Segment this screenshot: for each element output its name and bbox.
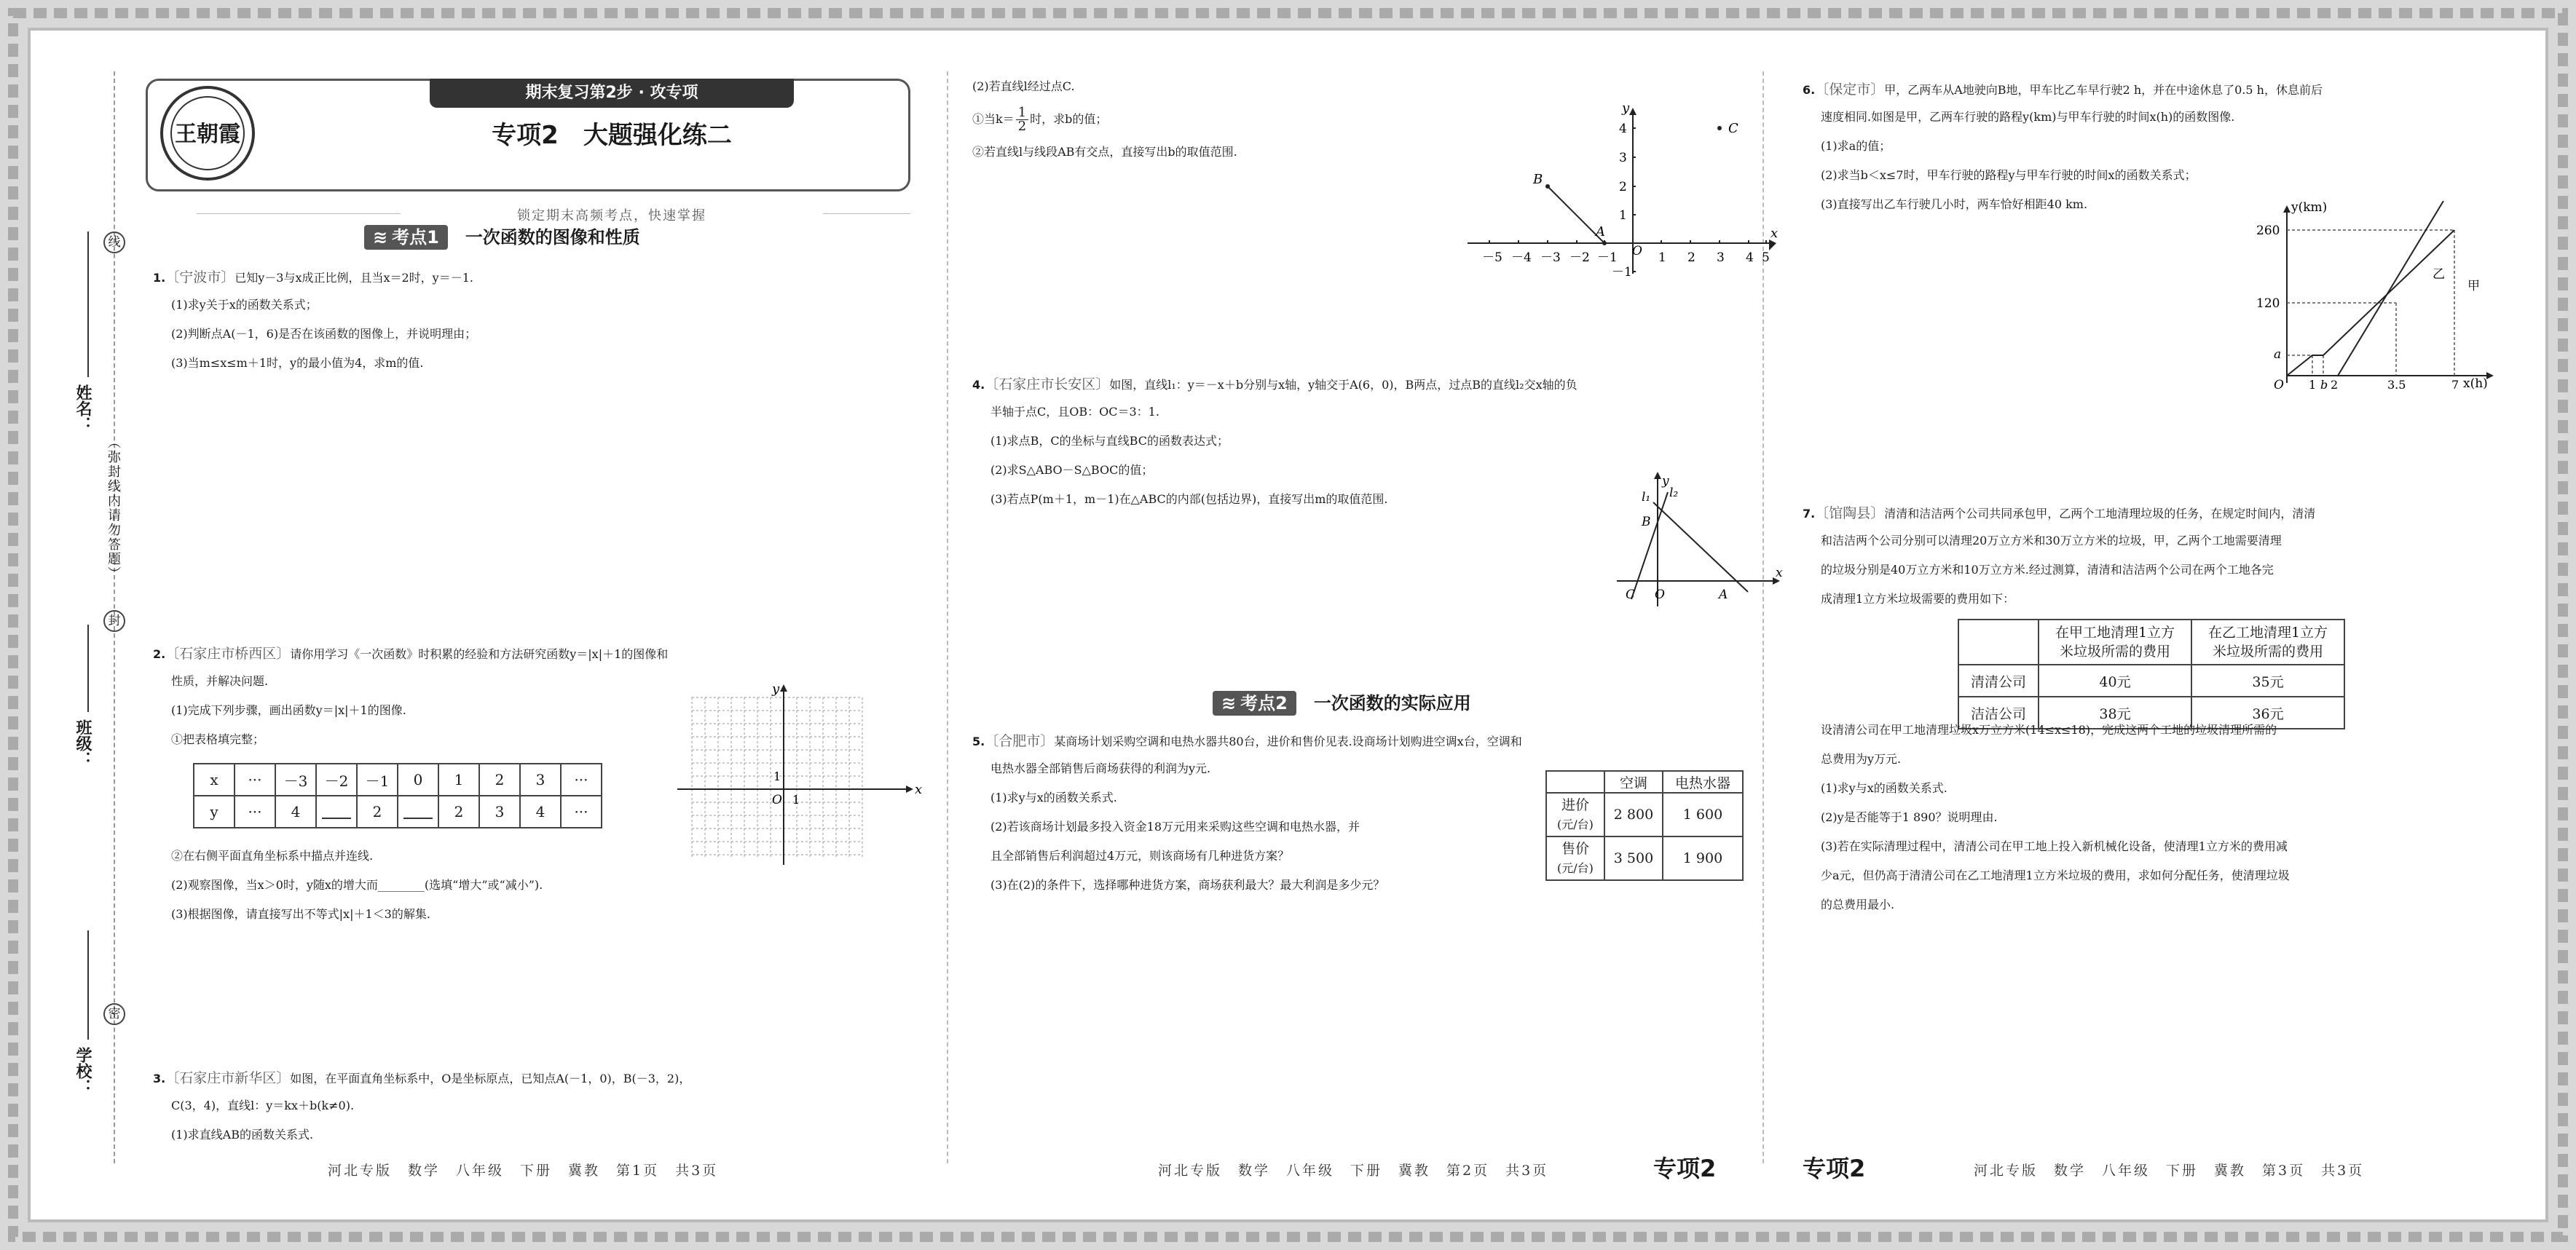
footer-page-2: 河北专版 数学 八年级 下册 冀教 第2页 共3页 xyxy=(1158,1163,1549,1179)
review-stage-tag: 期末复习第2步 · 攻专项 xyxy=(430,79,794,108)
q2-part-1a: ①把表格填完整； xyxy=(171,732,265,746)
table-cell: －3 xyxy=(275,764,316,796)
column-divider-1 xyxy=(947,71,948,1163)
table-blank-cell[interactable] xyxy=(398,796,438,828)
label-o: O xyxy=(1632,244,1642,258)
q2-part-1b: ②在右侧平面直角坐标系中描点并连线. xyxy=(171,849,374,863)
table-row-label: 售价 (元/台) xyxy=(1546,836,1604,880)
table-header-cell: 在甲工地清理1立方 米垃圾所需的费用 xyxy=(2039,620,2191,665)
class-blank[interactable] xyxy=(87,625,89,712)
table-cell: 4 xyxy=(275,796,316,828)
q6-number: 6. xyxy=(1803,83,1816,97)
x-tick: －2 xyxy=(1569,250,1590,265)
x-tick: 5 xyxy=(1762,250,1770,265)
label-b: B xyxy=(1642,515,1651,529)
graph-origin: O xyxy=(2274,378,2284,390)
q7-stem-line4: 成清理1立方米垃圾需要的费用如下： xyxy=(1821,592,2015,606)
label-y: y xyxy=(1662,474,1669,488)
footer-page-1: 河北专版 数学 八年级 下册 冀教 第1页 共3页 xyxy=(328,1163,719,1179)
x-tick: －5 xyxy=(1482,250,1502,265)
wave-icon: ≋ xyxy=(373,227,388,248)
school-blank[interactable] xyxy=(87,930,89,1040)
q3-source: 〔石家庄市新华区〕 xyxy=(165,1070,291,1086)
table-cell: 1 900 xyxy=(1663,836,1743,880)
q7-stem-line2: 和洁洁两个公司分别可以清理20万立方米和30万立方米的垃圾，甲，乙两个工地需要清理 xyxy=(1821,534,2282,547)
table-cell: ··· xyxy=(561,764,602,796)
point-c xyxy=(1717,126,1722,130)
q3-part-1: (1)求直线AB的函数关系式. xyxy=(171,1128,314,1142)
table-row-label: 清清公司 xyxy=(1958,665,2039,697)
label-o: O xyxy=(1655,588,1665,602)
q2-grid-x-unit: 1 xyxy=(792,793,800,807)
graph-y-tick-a: a xyxy=(2274,347,2282,362)
table-cell: y xyxy=(194,796,235,828)
table-header-cell: 在乙工地清理1立方 米垃圾所需的费用 xyxy=(2191,620,2344,665)
q1-answer-space[interactable] xyxy=(160,384,925,632)
q5-part-2b: 且全部销售后利润超过4万元，则该商场有几种进货方案？ xyxy=(990,849,1290,863)
x-tick: －3 xyxy=(1540,250,1561,265)
q3-number: 3. xyxy=(153,1072,166,1085)
name-label: 姓名： xyxy=(74,384,92,432)
table-cell: x xyxy=(194,764,235,796)
q6-part-3: (3)直接写出乙车行驶几小时，两车恰好相距40 km. xyxy=(1821,197,2088,211)
table-cell: 2 800 xyxy=(1604,793,1663,836)
footer-title-left: 专项2 xyxy=(1653,1155,1717,1182)
point-b xyxy=(1545,184,1550,189)
table-cell: ··· xyxy=(235,796,275,828)
section-2-tag: ≋ 考点2 xyxy=(1213,691,1296,716)
q3-part-2a: ①当k＝ $\frac{1}{2}$ 时，求b的值； xyxy=(972,105,1108,134)
label-b: B xyxy=(1533,172,1543,187)
binding-mark-seal: 封 xyxy=(103,610,125,632)
fraction-numerator: 1 xyxy=(1016,106,1028,120)
point-a xyxy=(1602,241,1607,245)
table-cell: ··· xyxy=(561,796,602,828)
graph-x-tick-7: 7 xyxy=(2451,378,2459,390)
publisher-logo xyxy=(160,86,255,181)
q5-stem-line1: 5.〔合肥市〕某商场计划采购空调和电热水器共80台，进价和售价见表.设商场计划购进空调x台，空调和 xyxy=(972,733,1522,749)
table-cell: 35元 xyxy=(2191,665,2344,697)
label-x: x xyxy=(1776,566,1783,580)
q4-source: 〔石家庄市长安区〕 xyxy=(985,376,1110,392)
x-tick: －4 xyxy=(1511,250,1532,265)
y-tick: －1 xyxy=(1612,265,1632,280)
page-subtitle: 锁定期末高频考点，快速掌握 xyxy=(401,205,823,224)
q4-part-1: (1)求点B，C的坐标与直线BC的函数表达式； xyxy=(990,434,1229,448)
q1-part-3: (3)当m≤x≤m＋1时，y的最小值为4，求m的值. xyxy=(171,356,424,370)
fraction-denominator: 2 xyxy=(1017,119,1027,134)
q5-stem-line2: 电热水器全部销售后商场获得的利润为y元. xyxy=(990,762,1211,775)
worksheet xyxy=(51,42,2525,1207)
q2-table-row-y xyxy=(194,796,602,828)
logo-text: 王朝霞 xyxy=(170,96,245,170)
q2-stem-line1: 2.〔石家庄市桥西区〕请你用学习《一次函数》时积累的经验和方法研究函数y＝|x|＋1的图像和 xyxy=(153,646,669,662)
table-cell: 3 xyxy=(479,796,520,828)
q5-part-3: (3)在(2)的条件下，选择哪种进货方案，商场获利最大？最大利润是多少元？ xyxy=(990,878,1385,892)
table-cell xyxy=(1958,620,2039,665)
table-cell: 4 xyxy=(520,796,561,828)
graph-x-label: x(h) xyxy=(2463,376,2488,390)
graph-x-tick-2: 2 xyxy=(2331,378,2339,390)
q2-value-table xyxy=(193,763,602,828)
binding-notice: （弥封线内请勿答题） xyxy=(106,435,121,581)
class-label: 班级： xyxy=(74,719,92,767)
x-tick: 4 xyxy=(1746,250,1754,265)
q2-table-row-x xyxy=(194,764,602,796)
q7-after-line1: 设清清公司在甲工地清理垃圾x万立方米(14≤x≤18)，完成这两个工地的垃圾清理所需的 xyxy=(1821,723,2277,737)
label-x: x xyxy=(1770,226,1779,241)
graph-series-label-jia: 甲 xyxy=(2467,279,2480,293)
label-a: A xyxy=(1596,224,1605,240)
x-tick: 3 xyxy=(1717,250,1725,265)
wave-icon: ≋ xyxy=(1221,693,1237,713)
table-cell xyxy=(1546,771,1604,793)
section-1-tag: ≋ 考点1 xyxy=(364,225,448,250)
table-header-cell: 电热水器 xyxy=(1663,771,1743,793)
q6-part-2: (2)求当b＜x≤7时，甲车行驶的路程y与甲车行驶的时间x的函数关系式； xyxy=(1821,168,2197,182)
table-cell: －2 xyxy=(316,764,357,796)
q6-stem-line2: 速度相同.如图是甲，乙两车行驶的路程y(km)与甲车行驶的时间x(h)的函数图像. xyxy=(1821,110,2235,124)
q3-part-2: (2)若直线l经过点C. xyxy=(972,79,1075,93)
label-a: A xyxy=(1719,588,1728,602)
q2-part-3: (3)根据图像，请直接写出不等式|x|＋1＜3的解集. xyxy=(171,907,430,921)
label-y: y xyxy=(1622,100,1630,116)
table-cell: 40元 xyxy=(2039,665,2191,697)
q1-part-2: (2)判断点A(－1，6)是否在该函数的图像上，并说明理由； xyxy=(171,327,477,341)
q3-stem-line1: 3.〔石家庄市新华区〕如图，在平面直角坐标系中，O是坐标原点，已知点A(－1，0)，B(－3，2)， xyxy=(153,1070,691,1086)
table-row xyxy=(1546,793,1743,836)
q7-part-3a: (3)若在实际清理过程中，清清公司在甲工地上投入新机械化设备，使清理1立方米的费用减 xyxy=(1821,839,2288,853)
q7-cost-table xyxy=(1958,619,2345,729)
binding-mark-line: 线 xyxy=(103,232,125,253)
q4-number: 4. xyxy=(972,378,985,392)
q2-grid-x-label: x xyxy=(915,782,923,797)
q2-stem-line2: 性质，并解决问题. xyxy=(171,674,269,688)
q6-distance-time-graph xyxy=(2250,201,2498,390)
q3-stem-line2: C(3，4)，直线l：y＝kx＋b(k≠0). xyxy=(171,1099,355,1112)
q3-coordinate-graph xyxy=(1460,100,1781,282)
table-cell: 1 600 xyxy=(1663,793,1743,836)
table-row-label: 洁洁公司 xyxy=(1958,697,2039,729)
table-cell: 0 xyxy=(398,764,438,796)
q3-part-2b: ②若直线l与线段AB有交点，直接写出b的取值范围. xyxy=(972,145,1237,159)
q4-part-2: (2)求S△ABO－S△BOC的值； xyxy=(990,463,1154,477)
section-1-title: 一次函数的图像和性质 xyxy=(465,227,640,248)
graph-y-label: y(km) xyxy=(2291,201,2328,215)
table-cell: ··· xyxy=(235,764,275,796)
q7-part-3b: 少a元，但仍高于清清公司在乙工地清理1立方米垃圾的费用，求如何分配任务，使清理垃圾 xyxy=(1821,869,2290,882)
y-tick: 4 xyxy=(1619,122,1627,136)
q7-part-3c: 的总费用最小. xyxy=(1821,898,1895,911)
label-l1: l₁ xyxy=(1642,490,1651,505)
q7-after-line2: 总费用为y万元. xyxy=(1821,752,1902,766)
q6-stem-line1: 6.〔保定市〕甲，乙两车从A地驶向B地，甲车比乙车早行驶2 h，并在中途休息了0.5 h，休息前后 xyxy=(1803,82,2323,98)
graph-y-tick-260: 260 xyxy=(2256,224,2280,238)
q1-stem: 1.〔宁波市〕已知y－3与x成正比例，且当x＝2时，y＝－1. xyxy=(153,269,473,285)
table-header-row xyxy=(1958,620,2344,665)
q5-part-1: (1)求y与x的函数关系式. xyxy=(990,791,1117,804)
label-l2: l₂ xyxy=(1669,486,1679,500)
section-1-heading xyxy=(364,223,640,252)
label-c: C xyxy=(1626,588,1636,602)
q5-part-2a: (2)若该商场计划最多投入资金18万元用来采购这些空调和电热水器，并 xyxy=(990,820,1360,834)
q6-part-1: (1)求a的值； xyxy=(1821,139,1891,153)
q7-source: 〔馆陶县〕 xyxy=(1815,505,1885,521)
table-cell: 36元 xyxy=(2191,697,2344,729)
y-tick: 1 xyxy=(1619,208,1627,223)
q5-price-table xyxy=(1545,770,1744,881)
table-cell: －1 xyxy=(357,764,398,796)
q2-grid-coordinate-plane[interactable] xyxy=(663,683,925,872)
section-2-heading xyxy=(1213,689,1471,718)
x-tick: 1 xyxy=(1658,250,1666,265)
q5-number: 5. xyxy=(972,735,985,748)
footer-title-right: 专项2 xyxy=(1803,1155,1866,1182)
table-row-label: 进价 (元/台) xyxy=(1546,793,1604,836)
table-header-cell: 空调 xyxy=(1604,771,1663,793)
school-label: 学校： xyxy=(74,1047,92,1095)
q1-part-1: (1)求y关于x的函数关系式； xyxy=(171,298,318,312)
q4-part-3: (3)若点P(m＋1，m－1)在△ABC的内部(包括边界)，直接写出m的取值范围. xyxy=(990,492,1388,506)
q2-grid-y-label: y xyxy=(772,683,780,697)
table-cell: 2 xyxy=(479,764,520,796)
q6-source: 〔保定市〕 xyxy=(1815,82,1885,98)
table-header-row xyxy=(1546,771,1743,793)
table-blank-cell[interactable] xyxy=(316,796,357,828)
name-blank[interactable] xyxy=(87,232,89,377)
q2-grid-y-unit: 1 xyxy=(773,770,781,783)
q5-source: 〔合肥市〕 xyxy=(985,733,1055,749)
table-cell: 38元 xyxy=(2039,697,2191,729)
graph-x-tick-1: 1 xyxy=(2309,378,2317,390)
label-c: C xyxy=(1728,121,1738,136)
q7-part-2: (2)y是否能等于1 890？说明理由. xyxy=(1821,810,1998,824)
footer-page-3: 河北专版 数学 八年级 下册 冀教 第3页 共3页 xyxy=(1974,1163,2365,1179)
table-cell: 3 xyxy=(520,764,561,796)
q7-stem-line3: 的垃圾分别是40万立方米和10万立方米.经过测算，清清和洁洁两个公司在两个工地各完 xyxy=(1821,563,2274,577)
section-2-title: 一次函数的实际应用 xyxy=(1313,693,1471,713)
q1-number: 1. xyxy=(153,271,166,285)
x-tick: －1 xyxy=(1597,250,1618,265)
table-row xyxy=(1546,836,1743,880)
page-title: 专项2 大题强化练二 xyxy=(492,121,732,150)
q7-stem-line1: 7.〔馆陶县〕清清和洁洁两个公司共同承包甲，乙两个工地清理垃圾的任务，在规定时间内，清清 xyxy=(1803,505,2316,521)
y-tick: 3 xyxy=(1619,151,1627,165)
table-cell: 2 xyxy=(438,796,479,828)
q7-part-1: (1)求y与x的函数关系式. xyxy=(1821,781,1947,795)
binding-mark-secret: 密 xyxy=(103,1003,125,1025)
x-tick: 2 xyxy=(1687,250,1695,265)
table-cell: 1 xyxy=(438,764,479,796)
graph-y-tick-120: 120 xyxy=(2256,296,2280,311)
q1-source: 〔宁波市〕 xyxy=(165,269,235,285)
q2-part-1: (1)完成下列步骤，画出函数y＝|x|＋1的图像. xyxy=(171,703,406,717)
q2-number: 2. xyxy=(153,647,166,661)
q4-stem-line2: 半轴于点C，且OB：OC＝3：1. xyxy=(990,405,1159,419)
q7-number: 7. xyxy=(1803,507,1816,521)
graph-series-label-yi: 乙 xyxy=(2433,267,2445,282)
y-tick: 2 xyxy=(1619,180,1627,194)
graph-x-tick-35: 3.5 xyxy=(2387,378,2406,390)
q4-line-graph xyxy=(1610,464,1784,610)
table-cell: 3 500 xyxy=(1604,836,1663,880)
q2-grid-origin: O xyxy=(772,793,782,807)
table-row xyxy=(1958,665,2344,697)
graph-x-tick-b: b xyxy=(2320,378,2328,390)
q2-source: 〔石家庄市桥西区〕 xyxy=(165,646,291,662)
table-cell: 2 xyxy=(357,796,398,828)
q4-stem-line1: 4.〔石家庄市长安区〕如图，直线l₁：y＝－x＋b分别与x轴，y轴交于A(6，0)，B两点，过点B的直线l₂交x轴的负 xyxy=(972,376,1577,392)
q2-part-2: (2)观察图像，当x＞0时，y随x的增大而________(选填“增大”或“减小”). xyxy=(171,878,543,892)
